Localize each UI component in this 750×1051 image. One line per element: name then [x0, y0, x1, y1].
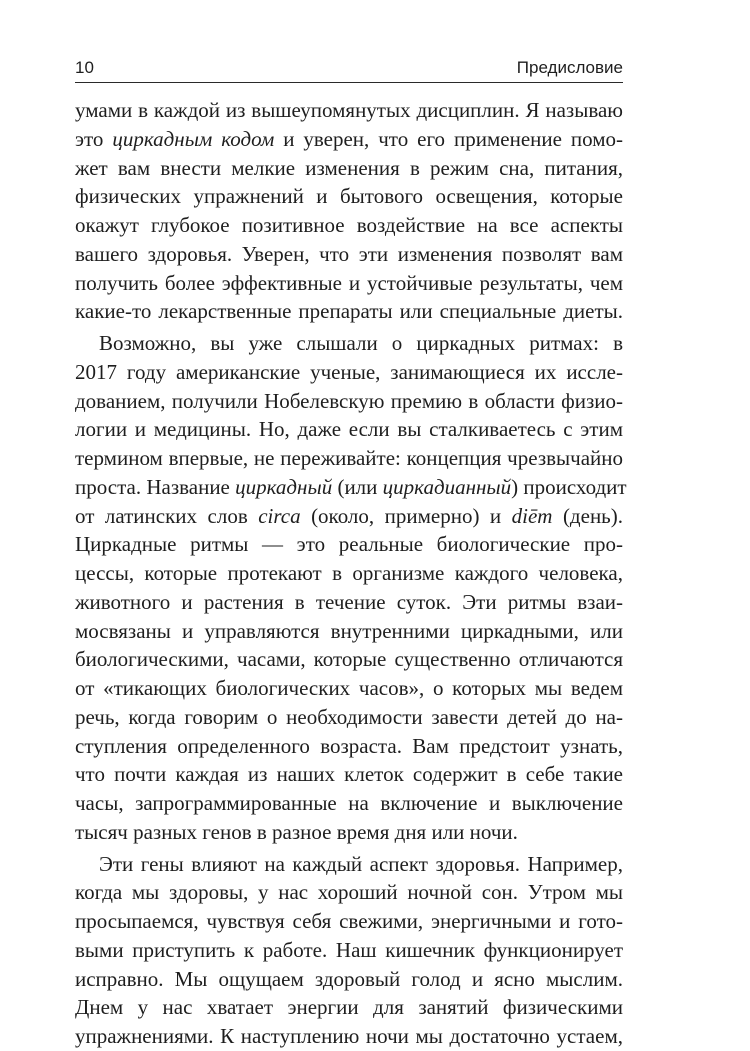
text-line: биологическими, часами, которые существенно отличаются [75, 647, 623, 672]
text-line: упражнениями. К наступлению ночи мы достаточно устаем, [75, 1024, 623, 1048]
text-line: получить более эффективные и устойчивые результаты, чем [75, 270, 623, 295]
text-line: когда мы здоровы, у нас хороший ночной сон. Утром мы [75, 880, 623, 905]
text-line: вашего здоровья. Уверен, что эти изменения позволят вам [75, 241, 623, 266]
text-line: тысяч разных генов в разное время дня или ночи. [75, 819, 518, 844]
paragraph-1 [75, 96, 623, 326]
italic-term: циркадным кодом [112, 126, 275, 151]
text-line: от «тикающих биологических часов», о которых мы ведем [75, 676, 623, 700]
text-line: умами в каждой из вышеупомянутых дисциплин. Я называю [75, 98, 623, 122]
italic-term: циркадианный [382, 474, 512, 499]
text-line: Днем у нас хватает энергии для занятий физическими [75, 995, 623, 1020]
section-title: Предисловие [516, 58, 623, 77]
text-line: что почти каждая из наших клеток содержит в себе такие [75, 762, 623, 787]
paragraph-2 [75, 329, 627, 847]
text-line: термином впервые, не переживайте: концепция чрезвычайно [75, 446, 623, 470]
text-line: цессы, которые протекают в организме каждого человека, [75, 561, 623, 585]
text-line: жет вам внести мелкие изменения в режим сна, питания, [75, 155, 623, 180]
text-line: дованием, получили Нобелевскую премию в области физио- [75, 388, 623, 413]
italic-term: diēm [511, 503, 553, 528]
italic-term: circa [258, 503, 301, 528]
text-line: Возможно, вы уже слышали о циркадных ритмах: в [99, 331, 623, 355]
text-line: физических упражнений и бытового освещения, которые [75, 184, 623, 209]
text-line: это циркадным кодом и уверен, что его применение помо- [75, 126, 623, 151]
italic-term: циркадный [235, 474, 333, 499]
text-line: Эти гены влияют на каждый аспект здоровья. Например, [99, 851, 623, 876]
paragraph-3 [75, 850, 623, 1051]
text-line: Циркадные ритмы — это реальные биологические про- [75, 532, 623, 557]
text-line: мосвязаны и управляются внутренними циркадными, или [75, 618, 623, 643]
text-line: окажут глубокое позитивное воздействие на все аспекты [75, 213, 623, 237]
running-header [75, 56, 623, 83]
text-line: выми приступить к работе. Наш кишечник функционирует [75, 937, 623, 962]
text-line: от латинских слов circa (около, примерно) и diēm (день). [75, 503, 624, 528]
text-line: проста. Название циркадный (или циркадианный) происходит [75, 474, 627, 499]
text-line: какие-то лекарственные препараты или специальные диеты. [75, 299, 623, 324]
text-line: речь, когда говорим о необходимости завести детей до на- [75, 704, 623, 729]
text-line: часы, запрограммированные на включение и выключение [75, 791, 623, 815]
text-line: животного и растения в течение суток. Эти ритмы взаи- [75, 589, 623, 614]
text-line: логии и медицины. Но, даже если вы сталкиваетесь с этим [75, 417, 623, 442]
body-text [75, 96, 627, 1051]
text-line: исправно. Мы ощущаем здоровый голод и ясно мыслим. [75, 966, 623, 991]
text-line: просыпаемся, чувствуя себя свежими, энергичными и гото- [75, 909, 623, 933]
text-line: ступления определенного возраста. Вам предстоит узнать, [75, 733, 623, 758]
page-number: 10 [75, 58, 94, 77]
text-line: 2017 году американские ученые, занимающиеся их иссле- [75, 359, 623, 384]
